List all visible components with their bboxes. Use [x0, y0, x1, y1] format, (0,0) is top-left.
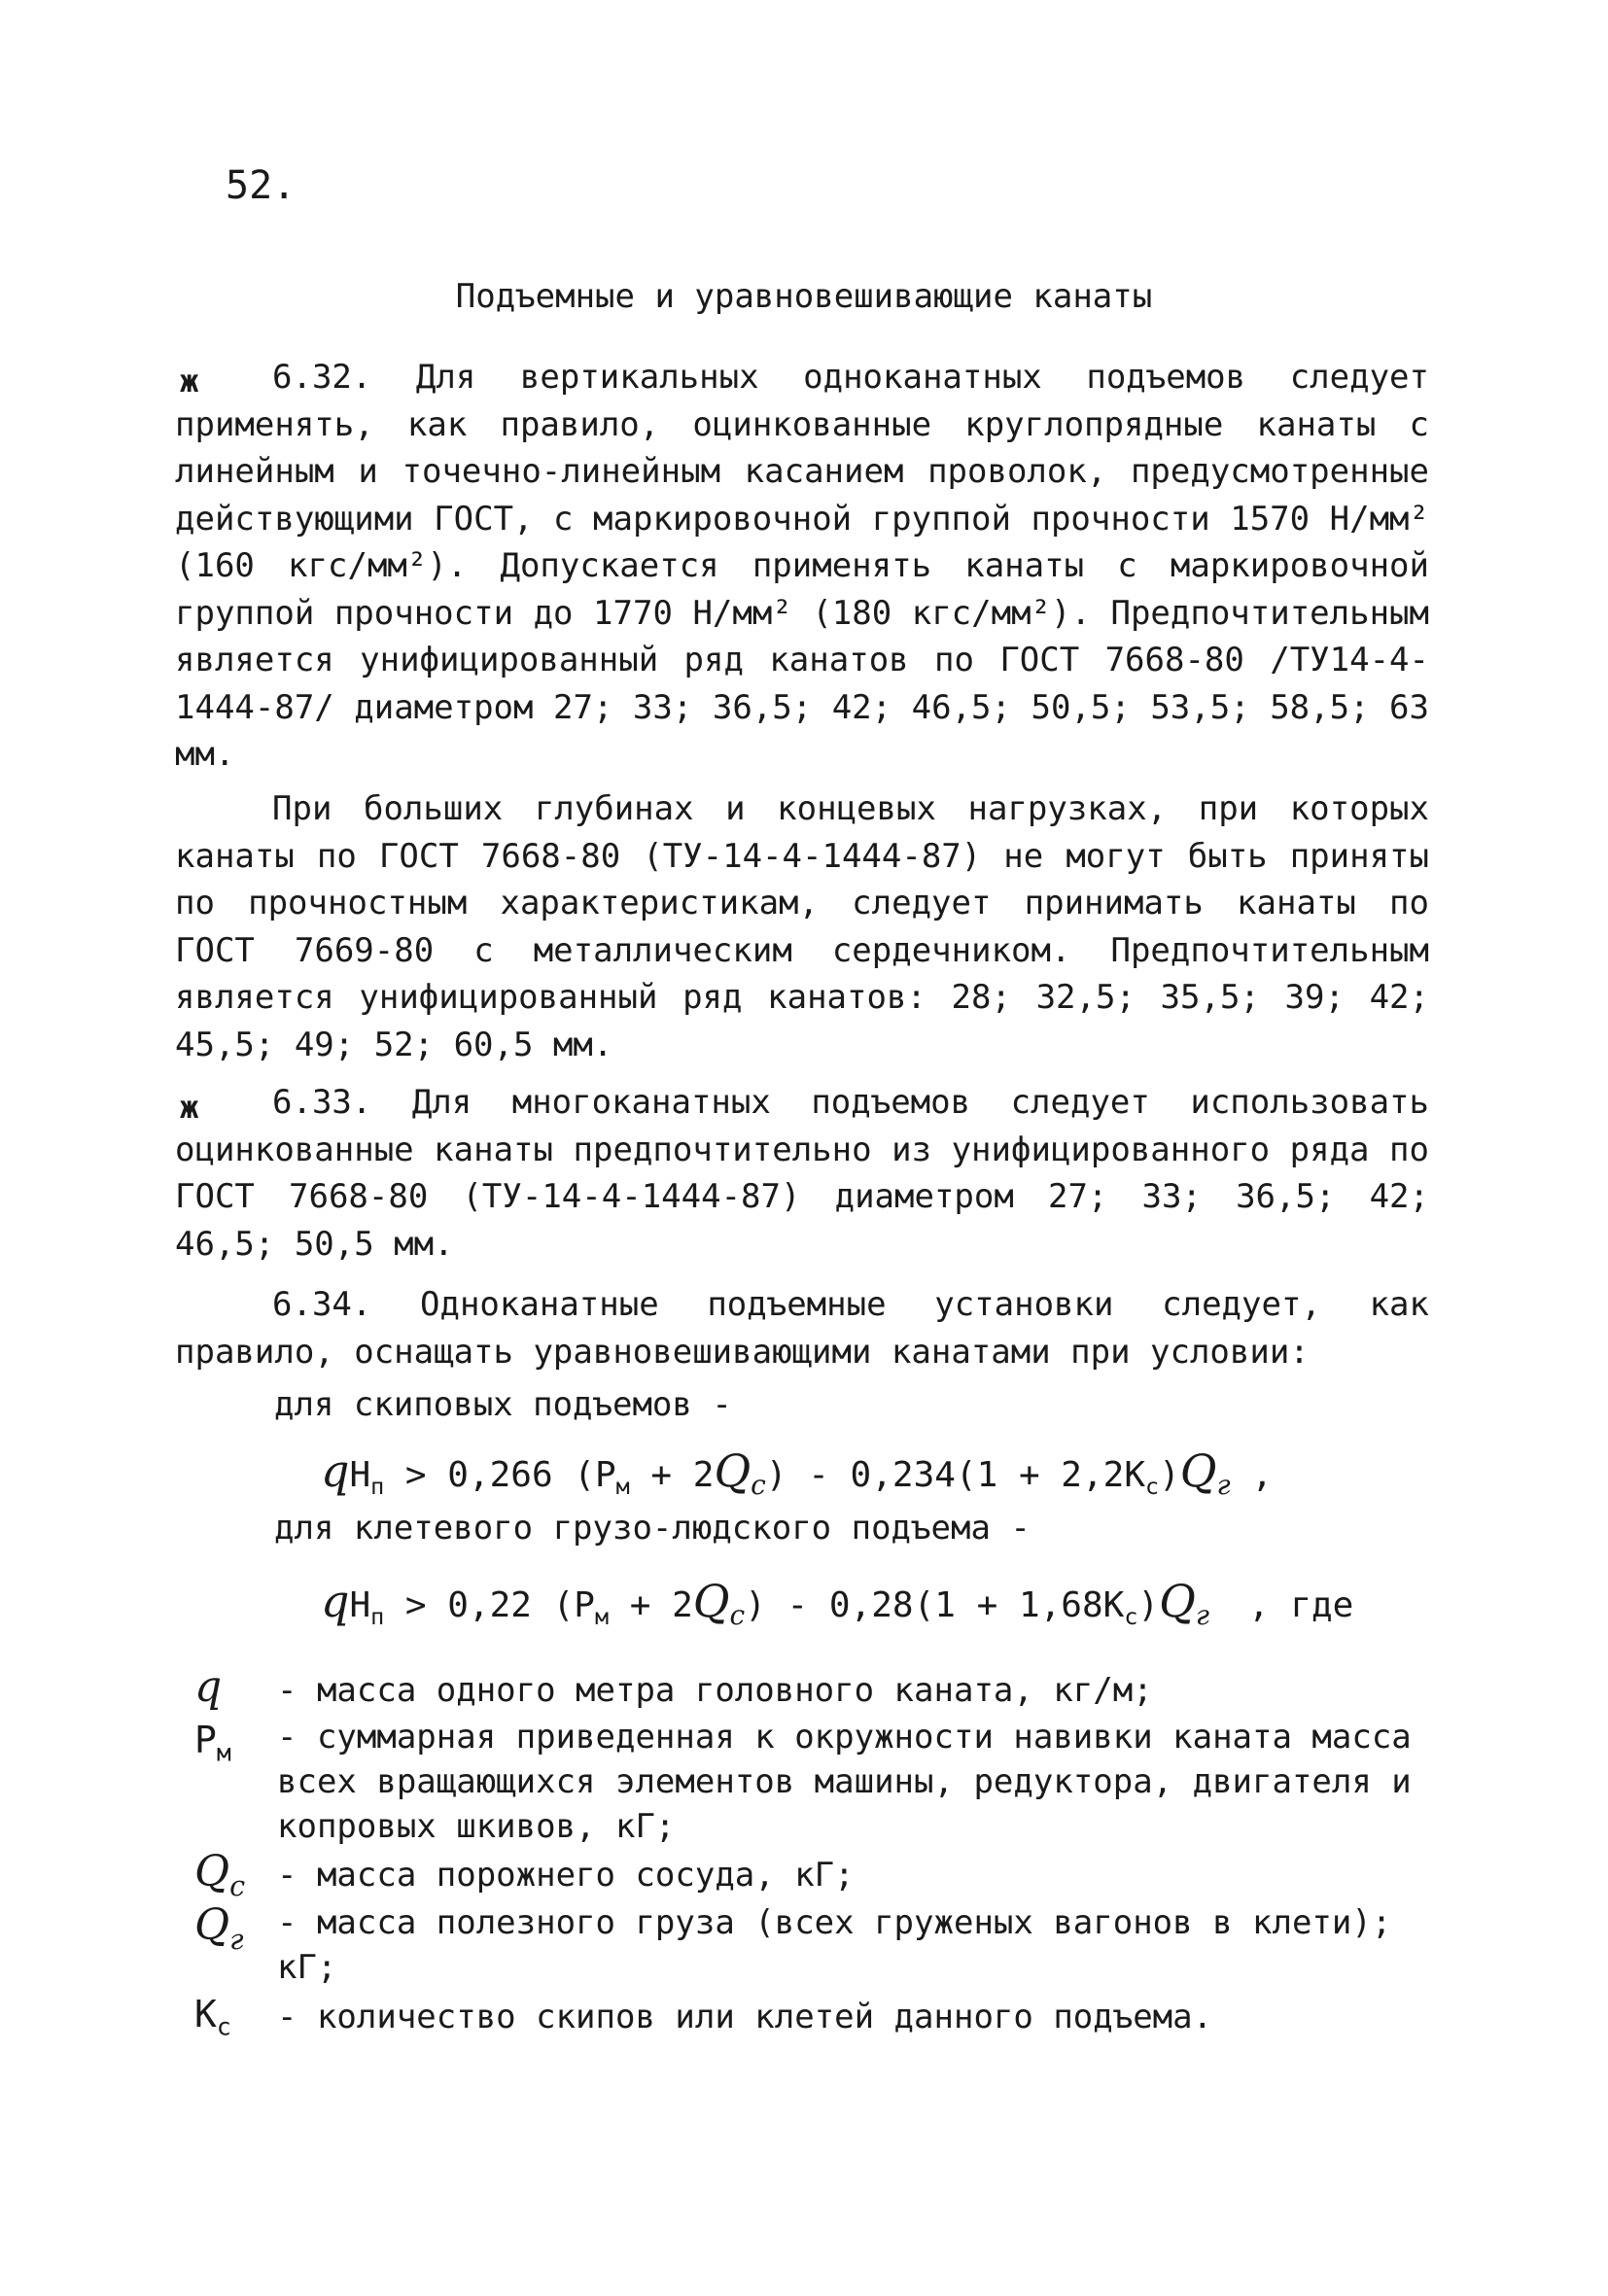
definition-text: - масса порожнего сосуда, кГ;	[277, 1856, 855, 1895]
definition-text: - масса одного метра головного каната, кг/м;	[277, 1671, 1153, 1710]
paragraph-6-32-continued: При больших глубинах и концевых нагрузках, при которых канаты по ГОСТ 7668-80 (ТУ-14-4-1444-87) не могут быть приняты по прочностным характеристикам, следует принимать канаты по ГОСТ 7669-80 с металлическим сердечником. Предпочтительным является унифицированный ряд канатов: 28; 32,5; 35,5; 39; 42; 45,5; 49; 52; 60,5 мм.	[175, 789, 1429, 1064]
formula-subscript: п	[370, 1603, 385, 1631]
formula-subscript: c	[729, 1599, 746, 1632]
skip-hoist-label: для скиповых подъемов -	[274, 1385, 732, 1424]
page-number: 52.	[226, 163, 297, 208]
formula-term: > 0,22 (P	[384, 1585, 595, 1625]
cage-hoist-label: для клетевого грузо-людского подъема -	[274, 1509, 1031, 1548]
change-marker: ж	[180, 363, 199, 400]
formula-term: )	[1137, 1585, 1160, 1625]
definition-symbol: $Q_c$	[194, 1847, 246, 1902]
definition-text: - масса полезного груза (всех груженых вагонов в клети); кГ;	[277, 1903, 1392, 1987]
section-title: Подъемные и уравновешивающие канаты	[455, 277, 1153, 316]
formula-symbol: q	[321, 1575, 350, 1627]
formula-subscript: м	[594, 1603, 610, 1631]
formula-term: H	[349, 1585, 371, 1625]
paragraph-6-32: 6.32. Для вертикальных одноканатных подъемов следует применять, как правило, оцинкованные круглопрядные канаты с линейным и точечно-линейным касанием проволок, предусмотренные действующими ГОСТ, с маркировочной группой прочности 1570 Н/мм² (160 кгс/мм²). Допускается применять канаты с маркировочной группой прочности до 1770 Н/мм² (180 кгс/мм²). Предпочтительным является унифицированный ряд канатов по ГОСТ 7668-80 /ТУ14-4-1444-87/ диаметром 27; 33; 36,5; 42; 46,5; 50,5; 53,5; 58,5; 63 мм.	[175, 358, 1429, 774]
definition-symbol: $K_c$	[194, 1993, 231, 2041]
formula-symbol: Q	[1179, 1444, 1217, 1497]
formula-term: + 2	[629, 1455, 715, 1495]
formula-symbol: Q	[1159, 1575, 1196, 1627]
formula-symbol: Q	[714, 1444, 752, 1497]
formula-subscript: п	[370, 1473, 385, 1501]
formula-subscript: г	[1216, 1469, 1231, 1502]
formula-term: ) - 0,28(1 + 1,68K	[745, 1585, 1125, 1625]
formula-skip	[321, 1444, 1273, 1501]
formula-term: H	[349, 1455, 371, 1495]
definition-symbol: q	[194, 1662, 223, 1712]
formula-term: ) - 0,234(1 + 2,2K	[765, 1455, 1145, 1495]
formula-term: > 0,266 (P	[384, 1455, 616, 1495]
definition-text: - суммарная приведенная к окружности навивки каната масса всех вращающихся элементов машины, редуктора, двигателя и копровых шкивов, кГ;	[277, 1718, 1412, 1846]
definition-symbol: $Q_г$	[194, 1900, 244, 1956]
formula-term: , где	[1247, 1585, 1354, 1625]
definition-text: - количество скипов или клетей данного подъема.	[277, 1998, 1213, 2036]
formula-subscript: м	[615, 1473, 630, 1501]
formula-subscript: c	[1124, 1603, 1138, 1631]
formula-symbol: Q	[692, 1575, 730, 1627]
formula-cage	[321, 1575, 1353, 1631]
formula-term: )	[1159, 1455, 1180, 1495]
paragraph-6-33: 6.33. Для многоканатных подъемов следует использовать оцинкованные канаты предпочтительно из унифицированного ряда по ГОСТ 7668-80 (ТУ-14-4-1444-87) диаметром 27; 33; 36,5; 42; 46,5; 50,5 мм.	[175, 1083, 1429, 1264]
formula-symbol: q	[321, 1444, 350, 1497]
change-marker: ж	[180, 1089, 199, 1126]
formula-subscript: c	[1145, 1473, 1160, 1501]
formula-subscript: c	[751, 1469, 766, 1502]
formula-term: ,	[1230, 1455, 1274, 1495]
definition-symbol: $P_м$	[194, 1719, 231, 1767]
formula-subscript: г	[1195, 1599, 1209, 1632]
paragraph-6-34: 6.34. Одноканатные подъемные установки следует, как правило, оснащать уравновешивающими канатами при условии:	[175, 1285, 1429, 1372]
formula-term: + 2	[609, 1585, 693, 1625]
